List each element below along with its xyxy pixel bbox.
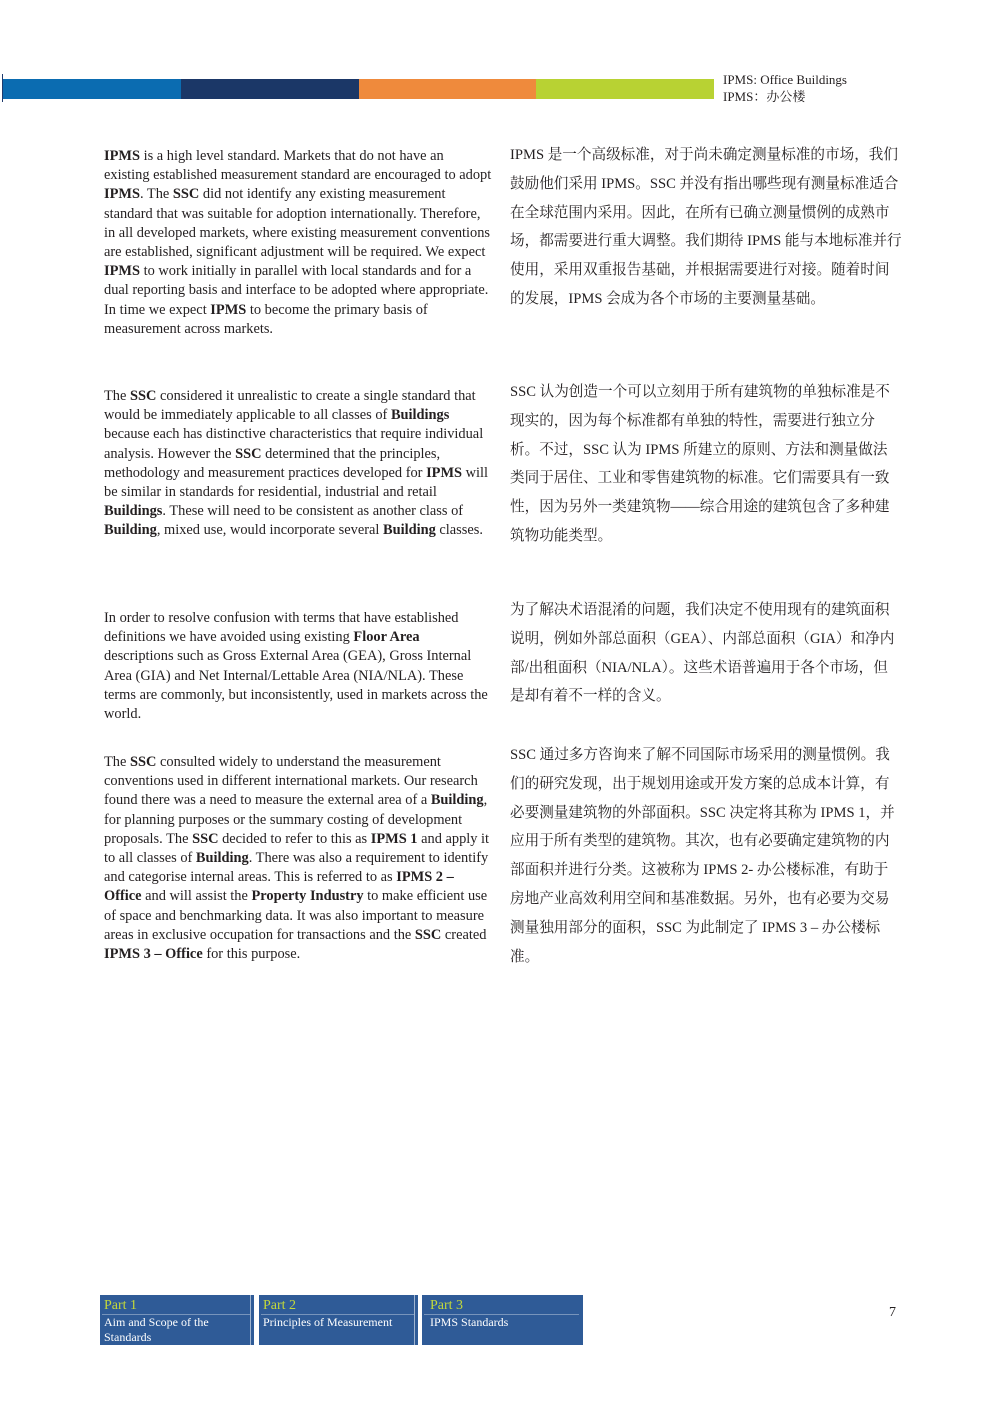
text-run: to work initially in parallel with local standards and for a dual reporting basis and interface to be adopted where appropriate. In time we expect — [104, 263, 489, 318]
zh-paragraph-3: 为了解决术语混淆的问题，我们决定不使用现有的建筑面积说明，例如外部总面积（GEA）、内部总面积（GIA）和净内部/出租面积（NIA/NLA）。这些术语普遍用于各个市场，但是却有着不一样的含义。 — [510, 602, 895, 705]
nav-tab-part-label: Part 2 — [263, 1298, 297, 1313]
header-band-orange — [359, 79, 536, 99]
text-run: to make efficient use of space and benchmarking data. It was also important to measure areas in exclusive occupation for transactions and the — [104, 888, 488, 943]
text-run: descriptions such as Gross External Area (GEA), Gross Internal Area (GIA) and Net Internal/Lettable Area (NIA/NLA). These terms are commonly, but inconsistently, used in markets across the world. — [104, 648, 488, 723]
text-run: created — [441, 926, 487, 943]
zh-paragraph-2: SSC 认为创造一个可以立刻用于所有建筑物的单独标准是不现实的，因为每个标准都有单独的特性，需要进行独立分析。不过，SSC 认为 IPMS 所建立的原则、方法和测量做法类同于居住、工业和零售建筑物的标准。它们需要具有一致性，因为另外一类建筑物——综合用途的建筑包含了多种建筑物功能类型。 — [510, 384, 890, 544]
zh-paragraph-1: IPMS 是一个高级标准，对于尚未确定测量标准的市场，我们鼓励他们采用 IPMS。SSC 并没有指出哪些现有测量标准适合在全球范围内采用。因此，在所有已确立测量惯例的成熟市场，都需要进行重大调整。我们期待 IPMS 能与本地标准并行使用，采用双重报告基础，并根据需要进行对接。随着时间的发展，IPMS 会成为各个市场的主要测量基础。 — [510, 147, 902, 307]
en-paragraph-1 — [104, 147, 492, 339]
page-number: 7 — [889, 1305, 896, 1320]
bold-term: SSC — [235, 445, 262, 462]
nav-tab-title: IPMS Standards — [430, 1315, 509, 1329]
bold-term: IPMS — [210, 301, 247, 318]
bold-term: Property Industry — [251, 888, 364, 905]
running-header — [723, 71, 847, 105]
bold-term: IPMS 1 — [370, 830, 418, 847]
text-run: for this purpose. — [202, 946, 301, 963]
header-title-en: IPMS: Office Buildings — [723, 72, 847, 87]
bold-term: SSC — [192, 830, 219, 847]
text-run: classes. — [435, 522, 483, 539]
bold-term: SSC — [172, 186, 200, 203]
nav-tab-part-1[interactable] — [100, 1295, 254, 1345]
header-band-navy — [181, 79, 359, 99]
bold-term: SSC — [129, 388, 157, 404]
header-band-green — [536, 79, 714, 99]
text-run: . These will need to be consistent as another class of — [162, 503, 464, 520]
bold-term: Buildings — [104, 503, 163, 520]
nav-tab-edge — [250, 1295, 251, 1345]
bold-term: IPMS — [426, 464, 463, 481]
nav-tab-part-2[interactable] — [259, 1295, 418, 1345]
text-run: did not identify any existing measurement standard that was suitable for adoption internationally. Therefore, in all developed markets, where existing measurement conventions are established, significant adjustment will be required. We expect — [104, 186, 491, 261]
nav-tab-title: Aim and Scope of the Standards — [104, 1315, 209, 1344]
nav-tab-part-3[interactable] — [422, 1295, 583, 1345]
bold-term: Building — [383, 522, 436, 539]
text-run: and apply it to all classes of — [104, 830, 490, 867]
text-run: In order to resolve confusion with terms that have established definitions we have avoided using existing — [104, 610, 459, 646]
zh-paragraph-4: SSC 通过多方咨询来了解不同国际市场采用的测量惯例。我们的研究发现，出于规划用途或开发方案的总成本计算，有必要测量建筑物的外部面积。SSC 决定将其称为 IPMS 1，并应用于所有类型的建筑物。其次，也有必要确定建筑物的内部面积并进行分类。这被称为 IPMS 2- 办公楼标准，有助于房地产业高效利用空间和基准数据。另外，也有必要为交易测量独用部分的面积，SSC 为此制定了 IPMS 3 – 办公楼标准。 — [510, 747, 895, 965]
text-run: , mixed use, would incorporate several — [156, 522, 383, 539]
text-run: , for planning purposes or the summary costing of development proposals. The — [104, 792, 488, 847]
bold-term: Building — [195, 850, 249, 867]
text-run: is a high level standard. Markets that do not have an existing established measurement standard are encouraged to adopt — [104, 148, 492, 184]
nav-tab-part-label: Part 3 — [430, 1298, 464, 1313]
text-run: determined that the principles, methodology and measurement practices developed for — [104, 445, 441, 481]
bold-term: IPMS 3 – Office — [104, 946, 203, 963]
text-run: because each has distinctive characteristics that require individual analysis. However the — [104, 426, 484, 462]
text-run: consulted widely to understand the measurement conventions used in different international markets. Our research found there was a need to measure the external area of a — [104, 754, 478, 809]
nav-tab-part-label: Part 1 — [104, 1298, 138, 1313]
en-paragraph-3 — [104, 609, 492, 724]
header-title-zh: IPMS：办公楼 — [723, 89, 806, 104]
bold-term: SSC — [414, 926, 442, 943]
en-paragraph-2 — [104, 387, 492, 541]
text-run: The — [104, 388, 130, 404]
text-run: and will assist the — [141, 888, 252, 905]
text-run: to become the primary basis of measurement across markets. — [104, 301, 428, 337]
bold-term: Buildings — [390, 407, 450, 424]
header-band-blue — [3, 79, 181, 99]
text-run: The — [104, 754, 130, 770]
bold-term: IPMS 2 – Office — [104, 869, 454, 905]
text-run: considered it unrealistic to create a single standard that would be immediately applicable to all classes of — [104, 388, 476, 424]
bold-term: IPMS — [104, 148, 140, 164]
bold-term: SSC — [129, 754, 157, 770]
text-run: . The — [139, 186, 173, 203]
bold-term: Building — [104, 522, 157, 539]
bold-term: IPMS — [104, 263, 140, 280]
bold-term: IPMS — [104, 186, 140, 203]
en-paragraph-4 — [104, 753, 492, 964]
bold-term: Building — [430, 792, 484, 809]
text-run: . There was also a requirement to identify and categorise internal areas. This is referred to as — [104, 850, 489, 886]
text-run: will be similar in standards for residential, industrial and retail — [104, 464, 489, 501]
bold-term: Floor Area — [353, 629, 420, 646]
text-run: decided to refer to this as — [218, 830, 371, 847]
nav-tab-title: Principles of Measurement — [263, 1315, 393, 1329]
